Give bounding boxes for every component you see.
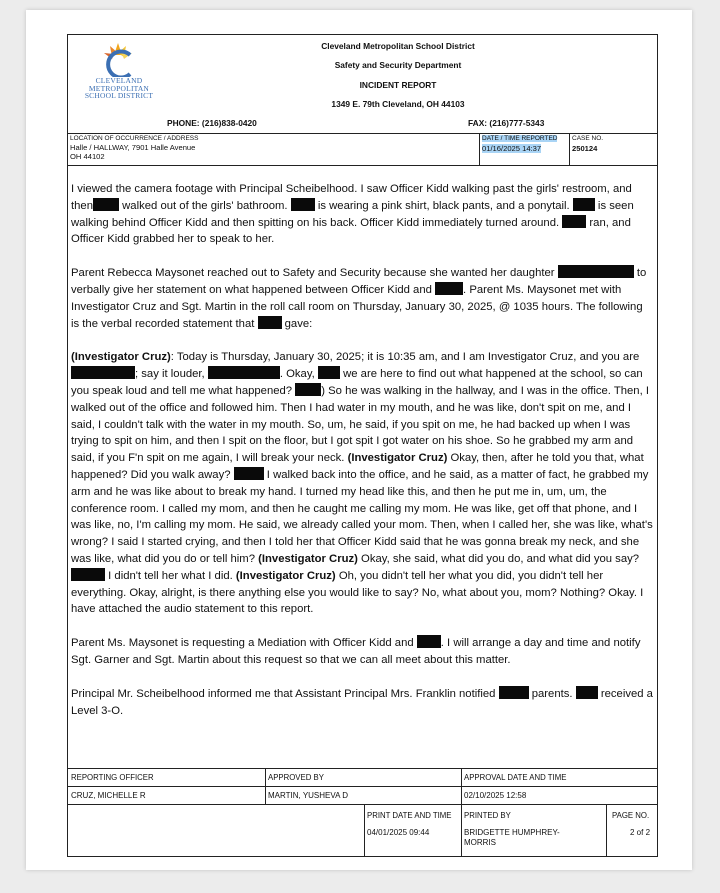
divider — [569, 133, 570, 165]
divider — [461, 768, 462, 804]
divider — [606, 804, 607, 856]
department-name: Safety and Security Department — [334, 60, 462, 70]
redaction — [562, 215, 586, 228]
narrative-paragraph: (Investigator Cruz): Today is Thursday, January 30, 2025; it is 10:35 am, and I am Investigator Cruz, and you are ; say it louder, . Okay, we are here to find out what happened at the school, so can you speak loud and tell me what happened? ) So he was walking in the hallway, and I was in the office. Then, I walked out of the office and followed him. Then I had water in my mouth, and he was like, don't spit on me, and I said, I couldn't talk with the water in my mouth. So, um, he said, if you spit on me, he had backed up when I was trying to spit on him, and then I spit on the floor, but I got spit I got water on his shoe. So he grabbed my arm and said, if you F'n spit on me again, I will break your neck. (Investigator Cruz) Okay, then, after he told you that, what happened? Did you walk away? I walked back into the office, and he said, as a matter of fact, he grabbed my arm and he was like about to break my hand. I turned my head like this, and then he put me in, um, um, the conference room. I called my mom, and then he caught me calling my mom. He was like, get off that phone, and I was like, no, I'm calling my mom. He said, we already called your mom. Then, when I called her, she was like, what's wrong? I said I started crying, and then I told her that Officer Kidd said that he was gonna break my neck, and she was like, what did you do or tell him? (Investigator Cruz) Okay, she said, what did you do, and what did you say? I didn't tell her what I did. (Investigator Cruz) Oh, you didn't tell her what you did, you didn't tell her everything. Okay, alright, is there anything else you would like to say? No, what about you, mom? Nothing? Okay. I have attached the audio statement to this report. — [71, 351, 653, 616]
printed-by-label: PRINTED BY — [464, 811, 511, 820]
case-no-label: CASE NO. — [572, 135, 604, 142]
divider — [68, 786, 657, 787]
redaction — [93, 198, 119, 211]
narrative-paragraph: Parent Ms. Maysonet is requesting a Mediation with Officer Kidd and . I will arrange a day and time and notify Sgt. Garner and Sgt. Martin about this request so that we can all meet about this matter. — [71, 637, 641, 666]
location-line2: OH 44102 — [70, 152, 105, 161]
narrative-paragraph: I viewed the camera footage with Principal Scheibelhood. I saw Officer Kidd walking past the girls' restroom, and then walked out of the girls' bathroom. is wearing a pink shirt, black pants, and a ponytail. is seen walking behind Officer Kidd and then spitting on his back. Officer Kidd immediately turned around. ran, and Officer Kidd grabbed her to speak to her. — [71, 183, 634, 246]
redaction — [291, 198, 315, 211]
district-logo-icon — [88, 41, 148, 77]
date-reported-label: DATE / TIME REPORTED — [482, 135, 558, 142]
redaction — [435, 282, 463, 295]
reporting-officer-label: REPORTING OFFICER — [71, 773, 154, 782]
redaction — [71, 568, 105, 581]
date-reported-value: 01/16/2025 14:37 — [482, 144, 542, 153]
logo-text: CLEVELAND METROPOLITAN SCHOOL DISTRICT — [84, 76, 154, 100]
fax-number: FAX: (216)777-5343 — [468, 118, 545, 128]
redaction — [234, 467, 264, 480]
report-frame — [67, 34, 658, 857]
print-date-label: PRINT DATE AND TIME — [367, 811, 452, 820]
divider — [68, 768, 657, 769]
divider — [68, 165, 657, 166]
print-date: 04/01/2025 09:44 — [367, 828, 430, 837]
phone-number: PHONE: (216)838-0420 — [167, 118, 257, 128]
redaction — [295, 383, 321, 396]
approved-by-label: APPROVED BY — [268, 773, 324, 782]
redaction — [208, 366, 280, 379]
approval-date-label: APPROVAL DATE AND TIME — [464, 773, 567, 782]
divider — [479, 133, 480, 165]
approved-by: MARTIN, YUSHEVA D — [268, 791, 349, 800]
redaction — [318, 366, 340, 379]
report-title: INCIDENT REPORT — [359, 80, 437, 90]
redaction — [417, 635, 441, 648]
printed-by-line2: MORRIS — [464, 838, 496, 847]
location-line1: Halle / HALLWAY, 7901 Halle Avenue — [70, 143, 196, 152]
printed-by-line1: BRIDGETTE HUMPHREY- — [464, 828, 560, 837]
divider — [265, 768, 266, 804]
divider — [68, 804, 657, 805]
narrative-paragraph: Parent Rebecca Maysonet reached out to Safety and Security because she wanted her daughter to verbally give her statement on what happened between Officer Kidd and . Parent Ms. Maysonet met with Investigator Cruz and Sgt. Martin in the roll call room on Thursday, January 30, 2025, @ 1035 hours. The following is the verbal recorded statement that gave: — [71, 267, 647, 330]
approval-date: 02/10/2025 12:58 — [464, 791, 527, 800]
redaction — [499, 686, 529, 699]
district-name: Cleveland Metropolitan School District — [321, 41, 475, 51]
page-no-label: PAGE NO. — [612, 811, 650, 820]
reporting-officer: CRUZ, MICHELLE R — [71, 791, 146, 800]
narrative-paragraph: Principal Mr. Scheibelhood informed me that Assistant Principal Mrs. Franklin notified parents. received a Level 3-O. — [71, 687, 653, 717]
district-logo — [74, 41, 152, 103]
redaction — [576, 686, 598, 699]
redaction — [258, 316, 282, 329]
department-address: 1349 E. 79th Cleveland, OH 44103 — [331, 99, 465, 109]
location-label: LOCATION OF OCCURRENCE / ADDRESS — [70, 135, 199, 142]
redaction — [573, 198, 595, 211]
narrative — [71, 181, 653, 736]
report-page — [26, 10, 692, 870]
redaction — [71, 366, 135, 379]
divider — [364, 804, 365, 856]
redaction — [558, 265, 634, 278]
page-no: 2 of 2 — [630, 828, 651, 837]
case-no-value: 250124 — [572, 144, 598, 153]
divider — [461, 804, 462, 856]
